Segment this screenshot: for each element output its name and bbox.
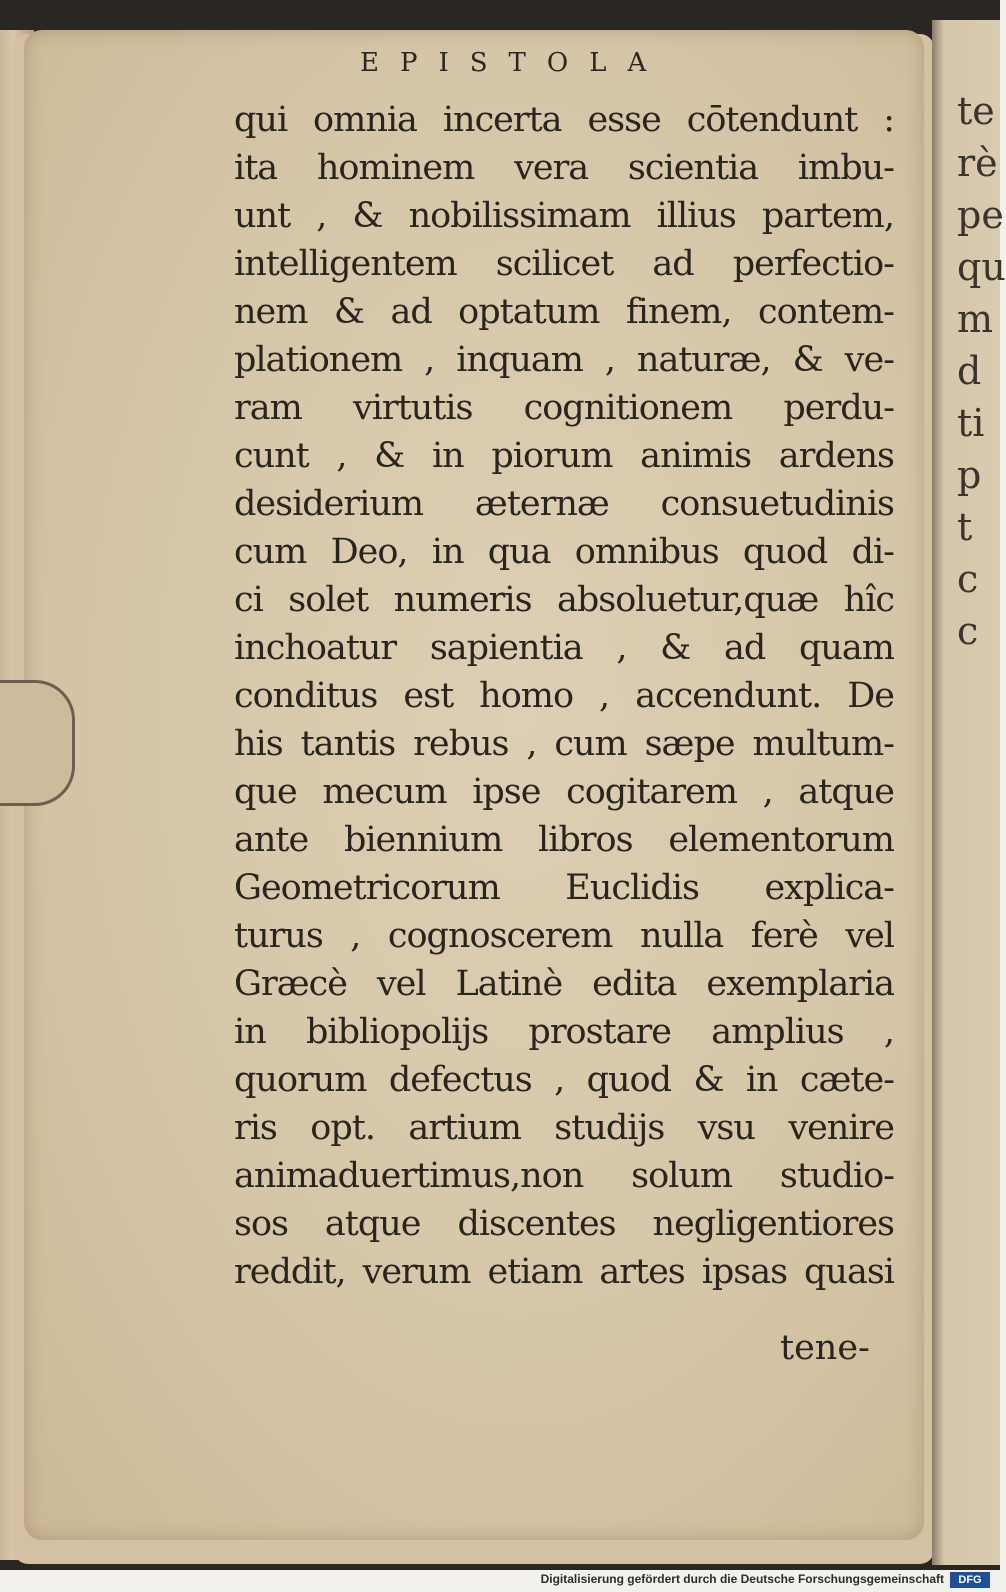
text-line: intelligentem scilicet ad perfectio-	[234, 244, 894, 284]
text-line: qui omnia incerta esse cōtendunt :	[234, 100, 894, 140]
text-line: his tantis rebus , cum sæpe multum-	[234, 724, 894, 764]
facing-page-fragment: d	[957, 349, 982, 393]
page-tab-marker	[0, 680, 75, 806]
catchword: tene-	[780, 1328, 870, 1368]
text-line: sos atque discentes negligentiores	[234, 1204, 894, 1244]
text-line: ris opt. artium studijs vsu venire	[234, 1108, 894, 1148]
text-line: Geometricorum Euclidis explica-	[234, 868, 894, 908]
text-line: conditus est homo , accendunt. De	[234, 676, 894, 716]
facing-page-text	[957, 85, 1006, 657]
facing-page-fragment: ti	[957, 401, 985, 445]
text-line: quorum defectus , quod & in cæte-	[234, 1060, 894, 1100]
facing-page-fragment: qu	[957, 245, 1006, 289]
text-line: animaduertimus,non solum studio-	[234, 1156, 894, 1196]
text-line: que mecum ipse cogitarem , atque	[234, 772, 894, 812]
text-line: Græcè vel Latinè edita exemplaria	[234, 964, 894, 1004]
text-line: turus , cognoscerem nulla ferè vel	[234, 916, 894, 956]
text-line: plationem , inquam , naturæ, & ve-	[234, 340, 894, 380]
text-line: ci solet numeris absoluetur,quæ hîc	[234, 580, 894, 620]
text-line: ita hominem vera scientia imbu-	[234, 148, 894, 188]
text-line: nem & ad optatum finem, contem-	[234, 292, 894, 332]
page-body-text	[234, 96, 894, 1296]
text-line: inchoatur sapientia , & ad quam	[234, 628, 894, 668]
text-line: unt , & nobilissimam illius partem,	[234, 196, 894, 236]
text-line: reddit, verum etiam artes ipsas quasi	[234, 1252, 894, 1292]
funding-credit: Digitalisierung gefördert durch die Deutsche Forschungsgemeinschaft	[540, 1572, 944, 1586]
facing-page-fragment: p	[957, 453, 982, 497]
facing-page-fragment: m	[957, 297, 994, 341]
text-line: in bibliopolijs prostare amplius ,	[234, 1012, 894, 1052]
facing-page-fragment: pe	[957, 193, 1004, 237]
text-line: ram virtutis cognitionem perdu-	[234, 388, 894, 428]
text-line: ante biennium libros elementorum	[234, 820, 894, 860]
text-line: cum Deo, in qua omnibus quod di-	[234, 532, 894, 572]
facing-page-fragment: rè	[957, 141, 998, 185]
facing-page-fragment: c	[957, 557, 979, 601]
facing-page-fragment: te	[957, 89, 995, 133]
text-line: desiderium æternæ consuetudinis	[234, 484, 894, 524]
facing-page-fragment: t	[957, 505, 973, 549]
dfg-logo: DFG	[950, 1572, 990, 1588]
running-head: EPISTOLA	[360, 48, 668, 78]
facing-page-fragment: c	[957, 609, 979, 653]
text-line: cunt , & in piorum animis ardens	[234, 436, 894, 476]
